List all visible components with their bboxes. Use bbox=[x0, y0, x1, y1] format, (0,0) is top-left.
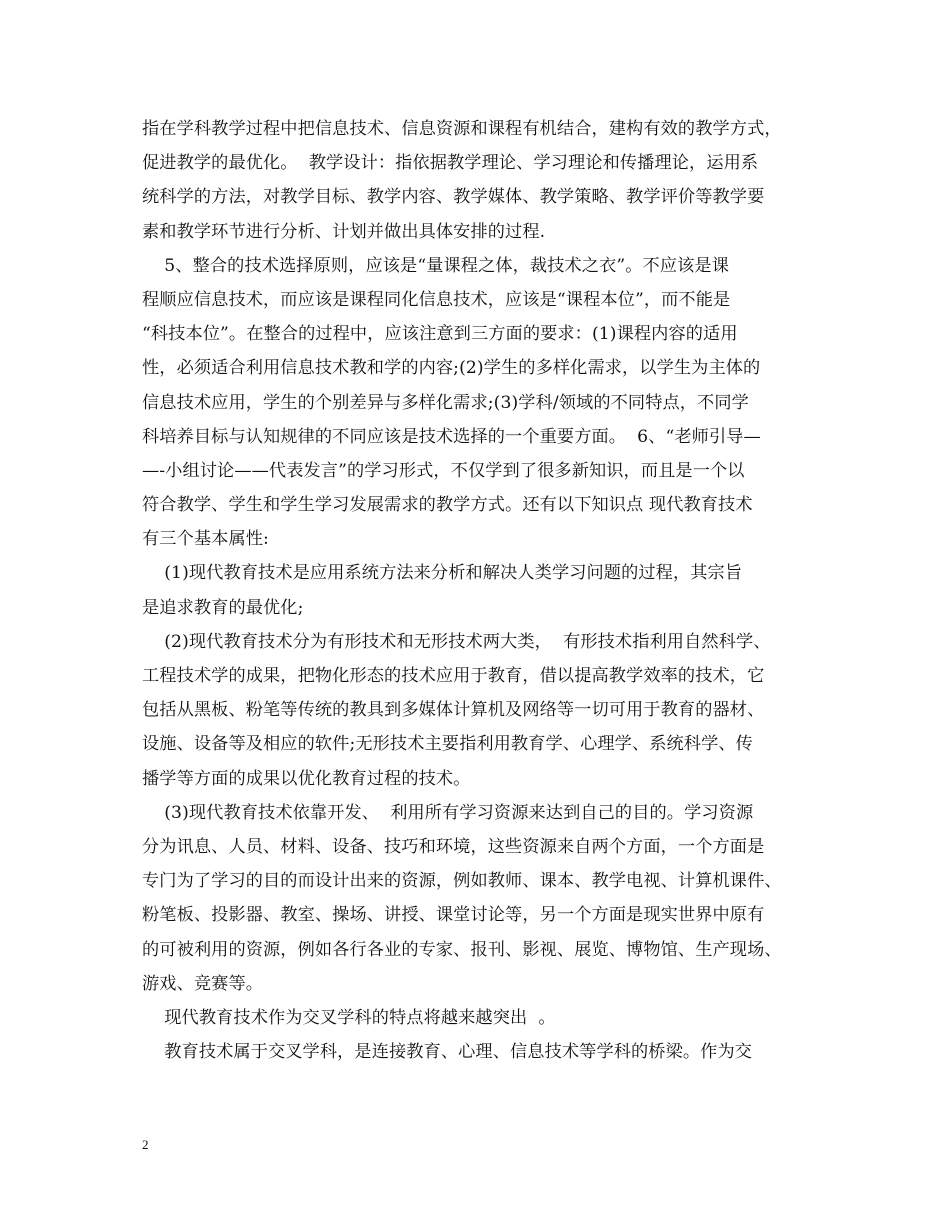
page-number: 2 bbox=[142, 1137, 149, 1152]
text-line: 科培养目标与认知规律的不同应该是技术选择的一个重要方面。 6、“老师引导— bbox=[142, 426, 761, 447]
text-line: 信息技术应用，学生的个别差异与多样化需求;(3)学科/领域的不同特点，不同学 bbox=[142, 392, 749, 413]
text-line: 素和教学环节进行分析、计划并做出具体安排的过程. bbox=[142, 221, 546, 242]
text-line: 统科学的方法，对教学目标、教学内容、教学媒体、教学策略、教学评价等教学要 bbox=[142, 187, 765, 208]
text-line: (1)现代教育技术是应用系统方法来分析和解决人类学习问题的过程，其宗旨 bbox=[142, 563, 743, 584]
text-line: 符合教学、学生和学生学习发展需求的教学方式。还有以下知识点 现代教育技术 bbox=[142, 495, 753, 516]
text-line: 粉笔板、投影器、教室、操场、讲授、课堂讨论等，另一个方面是现实世界中原有 bbox=[142, 905, 765, 926]
text-line: 分为讯息、人员、材料、设备、技巧和环境，这些资源来自两个方面，一个方面是 bbox=[142, 836, 765, 857]
text-line: 指在学科教学过程中把信息技术、信息资源和课程有机结合，建构有效的教学方式， bbox=[142, 119, 782, 139]
text-line: —-小组讨论——代表发言”的学习形式，不仅学到了很多新知识，而且是一个以 bbox=[142, 460, 745, 481]
text-line: 程顺应信息技术，而应该是课程同化信息技术，应该是“课程本位”，而不能是 bbox=[142, 289, 731, 310]
text-line: 游戏、竞赛等。 bbox=[142, 973, 264, 994]
text-line: 专门为了学习的目的而设计出来的资源，例如教师、课本、教学电视、计算机课件、 bbox=[142, 871, 782, 892]
body-text bbox=[142, 112, 812, 1069]
text-line: 教育技术属于交叉学科，是连接教育、心理、信息技术等学科的桥梁。作为交 bbox=[142, 1042, 753, 1063]
text-line: 的可被利用的资源，例如各行各业的专家、报刊、影视、展览、博物馆、生产现场、 bbox=[142, 939, 782, 960]
text-line: 设施、设备等及相应的软件;无形技术主要指利用教育学、心理学、系统科学、传 bbox=[142, 734, 753, 755]
text-line: 包括从黑板、粉笔等传统的教具到多媒体计算机及网络等一切可用于教育的器材、 bbox=[142, 700, 765, 721]
text-line: “科技本位”。在整合的过程中，应该注意到三方面的要求：(1)课程内容的适用 bbox=[142, 324, 738, 345]
text-line: (3)现代教育技术依靠开发、 利用所有学习资源来达到自己的目的。学习资源 bbox=[142, 802, 754, 823]
text-line: 促进教学的最优化。 教学设计：指依据教学理论、学习理论和传播理论，运用系 bbox=[142, 153, 759, 174]
text-line: 性，必须适合利用信息技术教和学的内容;(2)学生的多样化需求，以学生为主体的 bbox=[142, 358, 761, 379]
text-line: 播学等方面的成果以优化教育过程的技术。 bbox=[142, 768, 471, 789]
text-line: 5、整合的技术选择原则，应该是“量课程之体，裁技术之衣”。不应该是课 bbox=[142, 255, 729, 276]
text-line: 是追求教育的最优化; bbox=[142, 597, 304, 618]
text-line: 工程技术学的成果，把物化形态的技术应用于教育，借以提高教学效率的技术，它 bbox=[142, 666, 765, 686]
text-line: 现代教育技术作为交叉学科的特点将越来越突出 。 bbox=[142, 1007, 556, 1028]
text-line: 有三个基本属性: bbox=[142, 529, 269, 550]
text-line: (2)现代教育技术分为有形技术和无形技术两大类， 有形技术指利用自然科学、 bbox=[142, 631, 771, 652]
